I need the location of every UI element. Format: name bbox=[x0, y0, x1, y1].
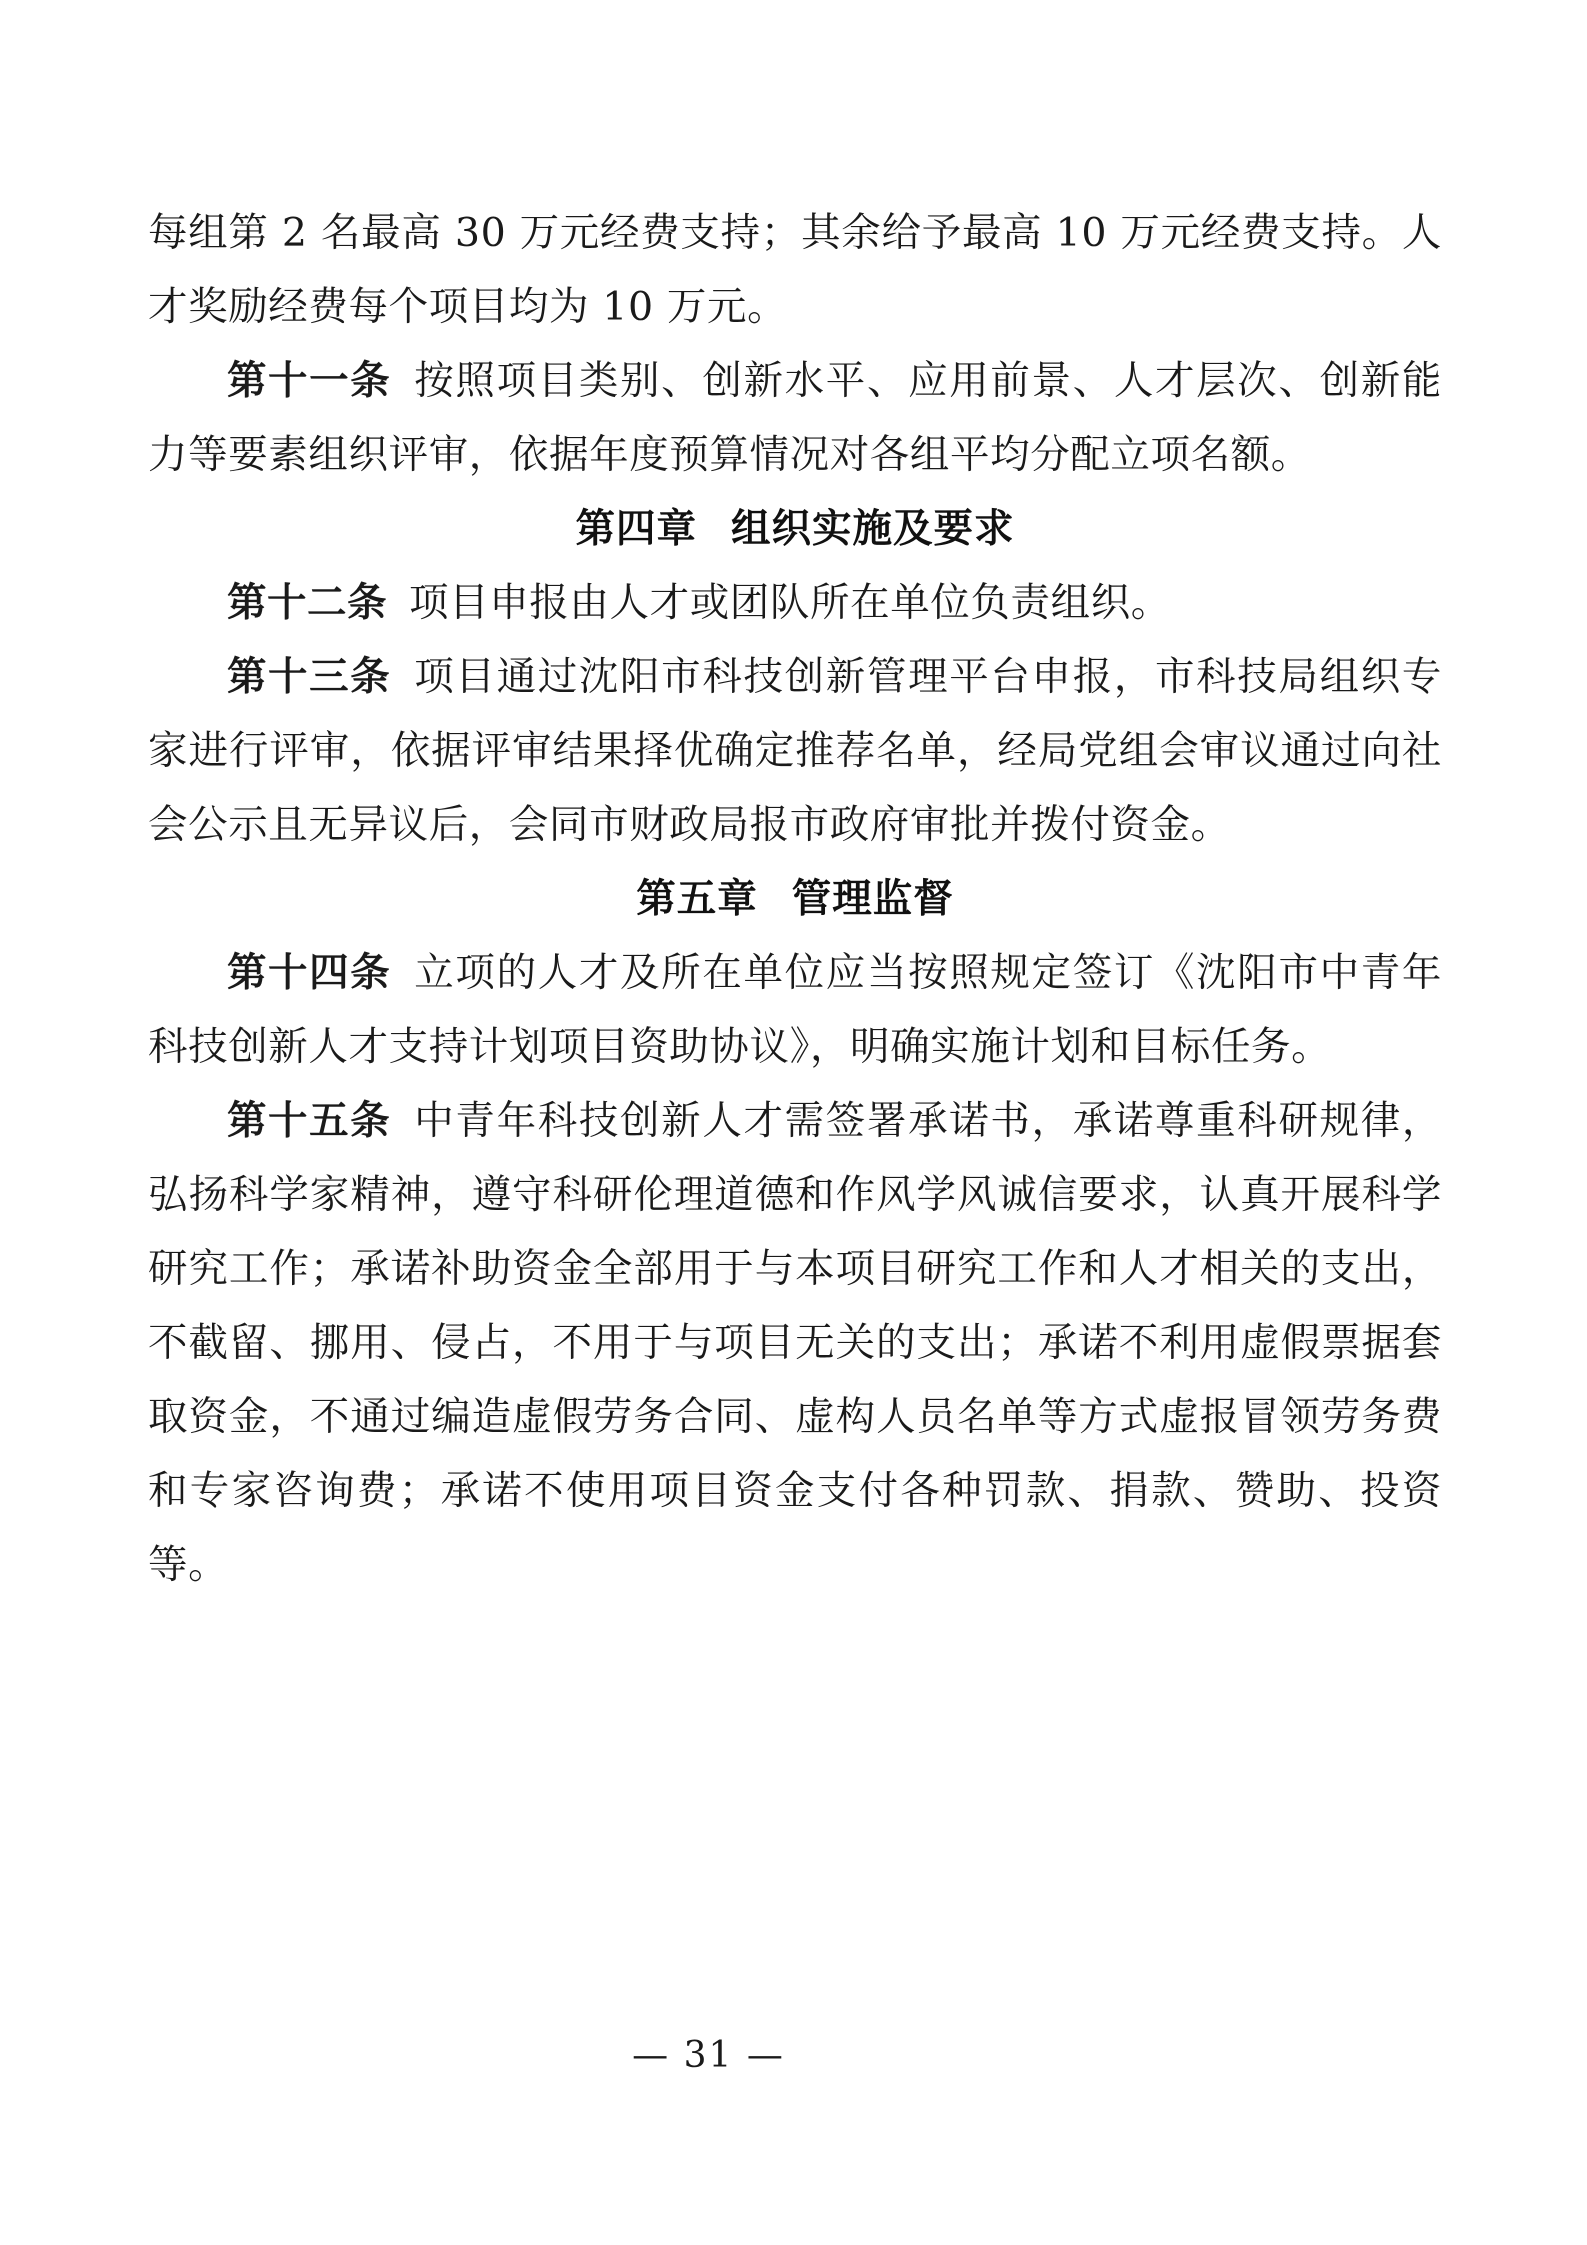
page-footer bbox=[0, 2035, 1587, 2076]
paragraph-text: 中青年科技创新人才需签署承诺书，承诺尊重科研规律，弘扬科学家精神，遵守科研伦理道德和作风学风诚信要求，认真开展科学研究工作；承诺补助资金全部用于与本项目研究工作和人才相关的支出，不截留、挪用、侵占，不用于与项目无关的支出；承诺不利用虚假票据套取资金，不通过编造虚假劳务合同、虚构人员名单等方式虚报冒领劳务费和专家咨询费；承诺不使用项目资金支付各种罚款、捐款、赞助、投资等。 bbox=[148, 1098, 1443, 1588]
paragraph-continuation bbox=[148, 196, 1442, 344]
article-label-12: 第十二条 bbox=[227, 580, 387, 626]
article-paragraph-11 bbox=[148, 344, 1442, 492]
paragraph-text: 项目申报由人才或团队所在单位负责组织。 bbox=[409, 580, 1171, 626]
article-paragraph-14 bbox=[148, 936, 1442, 1084]
article-paragraph-13 bbox=[148, 640, 1442, 862]
article-paragraph-15 bbox=[148, 1084, 1442, 1602]
page-content bbox=[148, 196, 1442, 1602]
chapter-number: 第五章 bbox=[636, 876, 758, 922]
chapter-title: 组织实施及要求 bbox=[731, 506, 1015, 552]
chapter-title: 管理监督 bbox=[791, 876, 954, 922]
paragraph-text: 按照项目类别、创新水平、应用前景、人才层次、创新能力等要素组织评审，依据年度预算情况对各组平均分配立项名额。 bbox=[148, 358, 1443, 478]
article-label-11: 第十一条 bbox=[227, 358, 392, 404]
paragraph-text: 项目通过沈阳市科技创新管理平台申报，市科技局组织专家进行评审，依据评审结果择优确定推荐名单，经局党组会审议通过向社会公示且无异议后，会同市财政局报市政府审批并拨付资金。 bbox=[148, 654, 1443, 848]
article-label-15: 第十五条 bbox=[227, 1098, 392, 1144]
chapter-heading-5 bbox=[148, 862, 1442, 936]
paragraph-text: 每组第 2 名最高 30 万元经费支持；其余给予最高 10 万元经费支持。人才奖励经费每个项目均为 10 万元。 bbox=[148, 210, 1442, 330]
page-number: — 31 — bbox=[632, 2035, 785, 2076]
chapter-number: 第四章 bbox=[575, 506, 697, 552]
article-paragraph-12 bbox=[148, 566, 1442, 640]
chapter-heading-4 bbox=[148, 492, 1442, 566]
article-label-13: 第十三条 bbox=[227, 654, 392, 700]
article-label-14: 第十四条 bbox=[227, 950, 392, 996]
paragraph-text: 立项的人才及所在单位应当按照规定签订《沈阳市中青年科技创新人才支持计划项目资助协议》，明确实施计划和目标任务。 bbox=[148, 950, 1443, 1070]
